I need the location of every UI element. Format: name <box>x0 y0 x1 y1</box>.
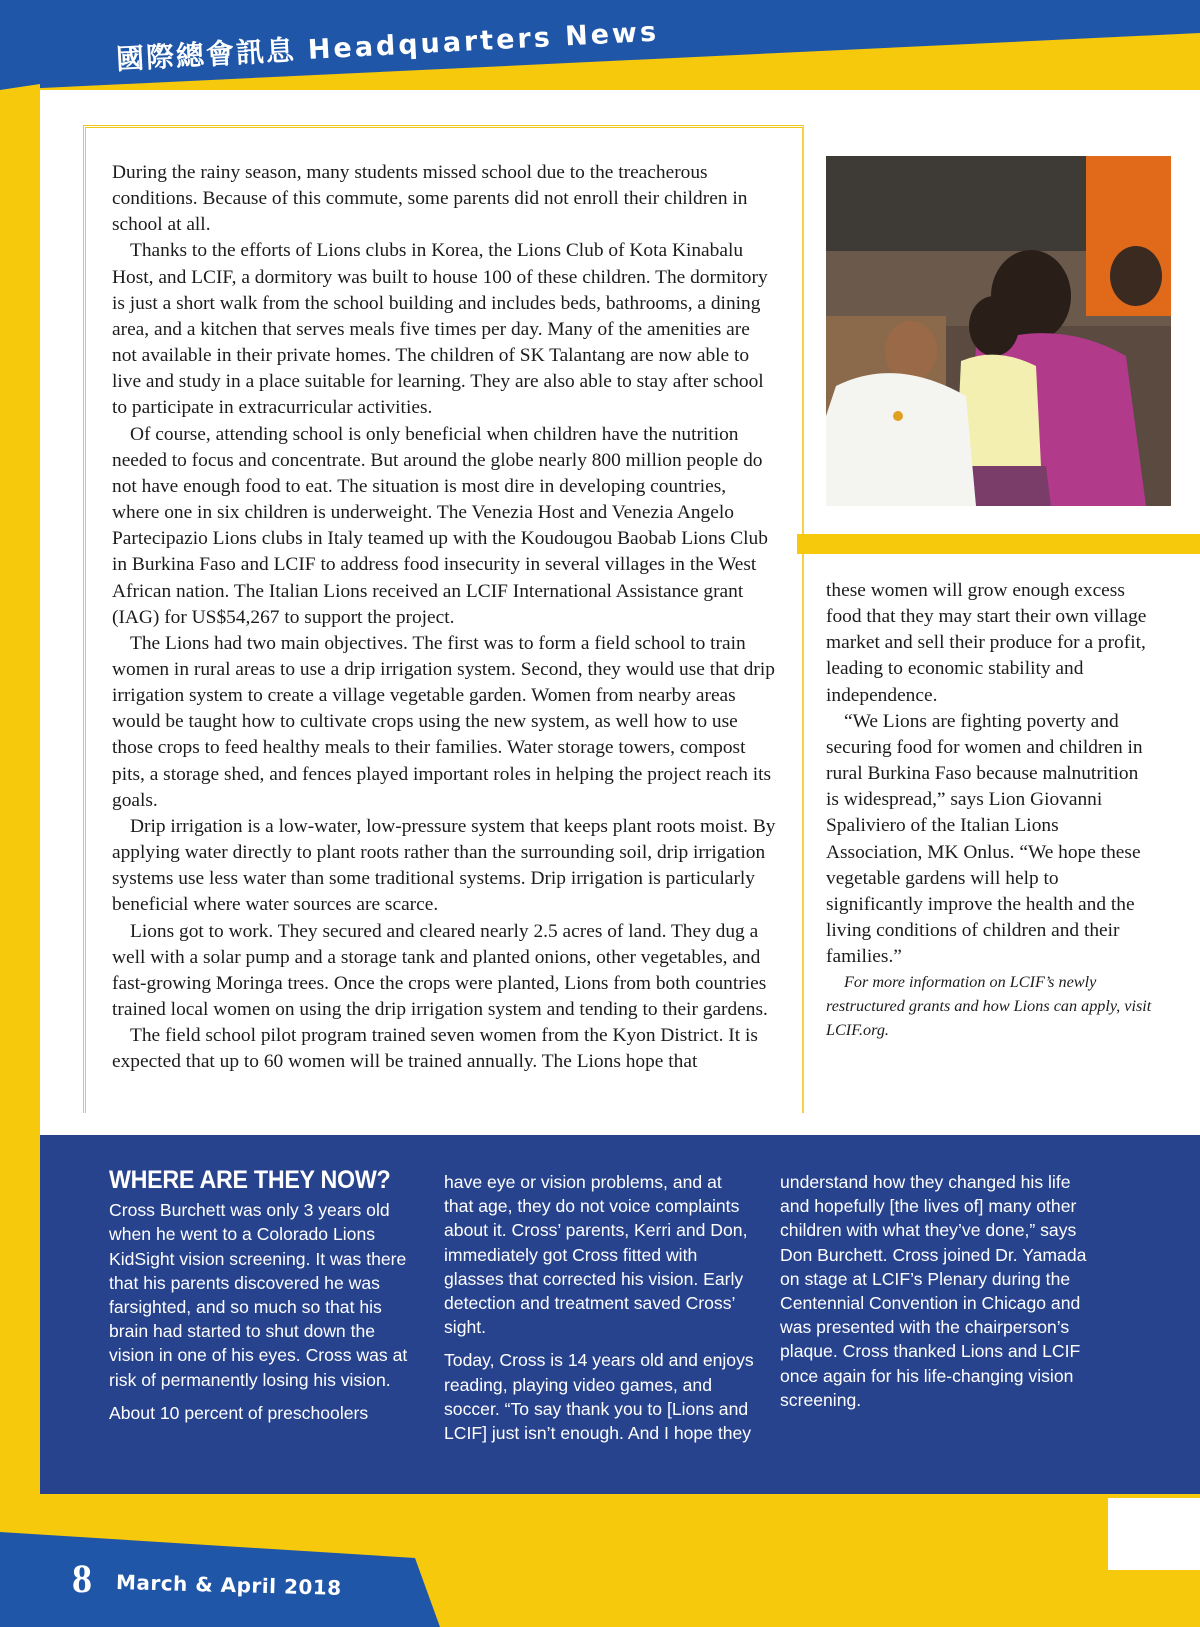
article-paragraph: “We Lions are fighting poverty and securing food for women and children in rural Burkina Faso because malnutrition is widespread,” says Lion Giovanni Spaliviero of the Italian Lions Association, MK Onlus. “We hope these vegetable gardens will help to significantly improve the health and the living conditions of children and their families.” <box>826 710 1143 968</box>
sidebar-column-3 <box>780 1170 1090 1421</box>
issue-date: March & April 2018 <box>115 1570 342 1600</box>
article-paragraph: Lions got to work. They secured and cleared nearly 2.5 acres of land. They dug a well with a solar pump and a storage tank and planted onions, other vegetables, and fast-growing Moringa trees. Once the crops were planted, Lions from both countries trained local women on using the drip irrigation system and tending to their gardens. <box>112 920 768 1020</box>
section-header-english: Headquarters News <box>307 16 660 66</box>
sidebar-paragraph: Today, Cross is 14 years old and enjoys reading, playing video games, and soccer. “To say thank you to [Lions and LCIF] just isn’t enough. And I hope they <box>444 1350 754 1444</box>
article-paragraph: Drip irrigation is a low-water, low-pressure system that keeps plant roots moist. By applying water directly to plant roots rather than the surrounding soil, drip irrigation systems use less water than some traditional systems. Drip irrigation is particularly beneficial where water sources are scarce. <box>112 815 776 916</box>
divider-strip <box>797 534 1200 554</box>
sidebar-paragraph: have eye or vision problems, and at that age, they do not voice complaints about it. Cross’ parents, Kerri and Don, immediately got Cross fitted with glasses that corrected his vision. Early detection and treatment saved Cross’ sight. <box>444 1172 748 1338</box>
article-note: For more information on LCIF’s newly restructured grants and how Lions can apply, visit LCIF.org. <box>826 973 1152 1040</box>
section-header-chinese: 國際總會訊息 <box>115 33 297 76</box>
page-number: 8 <box>72 1556 92 1601</box>
article-paragraph: During the rainy season, many students missed school due to the treacherous conditions. Because of this commute, some parents did not enroll their children in school at all. <box>112 162 748 236</box>
article-paragraph: these women will grow enough excess food that they may start their own village market and sell their produce for a profit, leading to economic stability and independence. <box>826 580 1147 706</box>
article-photo <box>826 156 1171 506</box>
corner-block <box>1108 1498 1200 1570</box>
article-paragraph: The Lions had two main objectives. The first was to form a field school to train women in rural areas to use a drip irrigation system. Second, they would use that drip irrigation system to create a village vegetable garden. Women from nearby areas would be taught how to cultivate crops using the new system, as well how to use those crops to feed healthy meals to their families. Water storage towers, compost pits, a storage shed, and fences played important roles in helping the project reach its goals. <box>112 632 775 811</box>
sidebar-paragraph: Cross Burchett was only 3 years old when he went to a Colorado Lions KidSight vision screening. It was there that his parents discovered he was farsighted, and so much so that his brain had started to shut down the vision in one of his eyes. Cross was at risk of permanently losing his vision. <box>109 1200 408 1390</box>
article-side-column <box>826 578 1156 1042</box>
sidebar-title: WHERE ARE THEY NOW? <box>109 1166 391 1194</box>
article-main-column <box>112 160 777 1075</box>
photo-illustration <box>826 156 1171 506</box>
article-paragraph: Thanks to the efforts of Lions clubs in Korea, the Lions Club of Kota Kinabalu Host, and LCIF, a dormitory was built to house 100 of these children. The dormitory is just a short walk from the school building and includes beds, bathrooms, a dining area, and a kitchen that serves meals five times per day. Many of the amenities are not available in their private homes. The children of SK Talantang are now able to live and study in a place suitable for learning. They are also able to stay after school to participate in extracurricular activities. <box>112 240 768 419</box>
sidebar-column-1 <box>109 1168 409 1434</box>
sidebar-column-2 <box>444 1170 754 1454</box>
sidebar-paragraph: understand how they changed his life and hopefully [the lives of] many other children with what they’ve done,” says Don Burchett. Cross joined Dr. Yamada on stage at LCIF’s Plenary during the Centennial Convention in Chicago and was presented with the chairperson’s plaque. Cross thanked Lions and LCIF once again for his life-changing vision screening. <box>780 1172 1087 1410</box>
article-paragraph: The field school pilot program trained seven women from the Kyon District. It is expected that up to 60 women will be trained annually. The Lions hope that <box>112 1025 758 1073</box>
sidebar-paragraph: About 10 percent of preschoolers <box>109 1402 369 1423</box>
article-paragraph: Of course, attending school is only beneficial when children have the nutrition needed to focus and concentrate. But around the globe nearly 800 million people do not have enough food to eat. The situation is most dire in developing countries, where one in six children is underweight. The Venezia Host and Venezia Angelo Partecipazio Lions clubs in Italy teamed up with the Koudougou Baobab Lions Club in Burkina Faso and LCIF to address food insecurity in several villages in the West African nation. The Italian Lions received an LCIF International Assistance grant (IAG) for US$54,267 to support the project. <box>112 423 768 628</box>
